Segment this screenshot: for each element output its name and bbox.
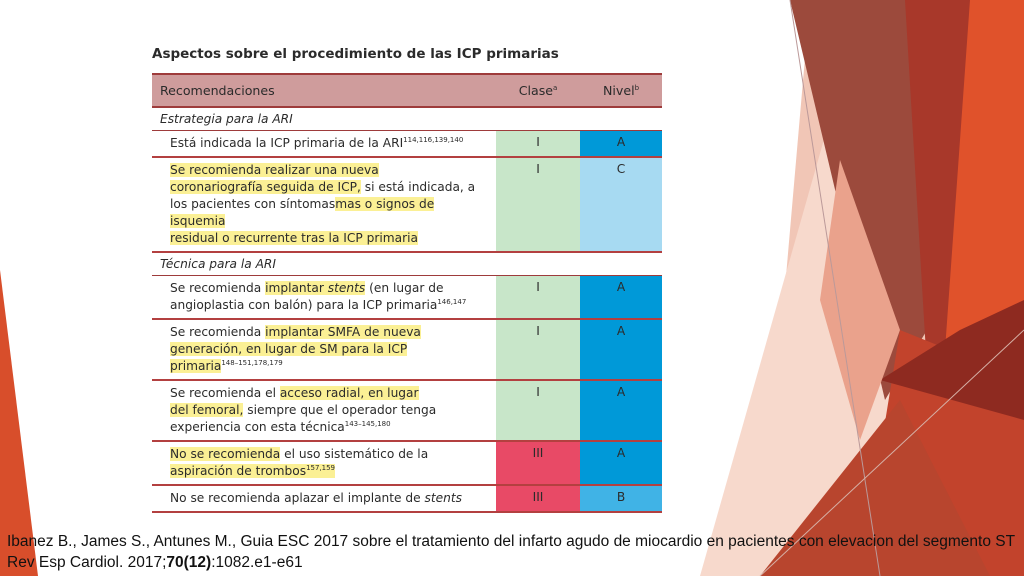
table-row: [152, 485, 662, 512]
row-nivel: B: [580, 485, 662, 512]
row-clase: I: [496, 131, 580, 158]
table-row: [152, 319, 662, 380]
highlighted-text-part: implantar: [265, 281, 328, 295]
section-title: Técnica para la ARI: [152, 252, 662, 276]
row-nivel: A: [580, 319, 662, 380]
row-ref: 148–151,178,179: [221, 359, 283, 367]
row-clase: III: [496, 485, 580, 512]
row-text: [152, 157, 496, 252]
table-row: [152, 276, 662, 320]
table-row: [152, 157, 662, 252]
citation-part2: :1082.e1-e61: [211, 554, 303, 571]
row-text-segment: Se recomienda: [170, 325, 266, 339]
row-text-segment: Se recomienda: [170, 281, 266, 295]
highlighted-text: [265, 281, 365, 295]
row-text-segment: experiencia con esta técnica: [170, 420, 345, 434]
highlighted-text: residual o recurrente tras la ICP primaria: [170, 231, 418, 245]
highlighted-text: del femoral,: [170, 403, 244, 417]
highlighted-text: implantar SMFA de nueva: [265, 325, 421, 339]
row-clase: I: [496, 157, 580, 252]
highlighted-text: [170, 464, 335, 478]
header-nivel-sup: b: [634, 84, 640, 92]
table-row: [152, 441, 662, 485]
row-ref: 114,116,139,140: [403, 136, 464, 144]
header-nivel-label: Nivel: [602, 83, 635, 98]
row-text-segment: si está indicada, a: [360, 180, 476, 194]
table-row: [152, 131, 662, 158]
row-clase: I: [496, 380, 580, 441]
row-clase: I: [496, 319, 580, 380]
row-text-segment: Está indicada la ICP primaria de la ARI: [170, 136, 404, 150]
highlighted-text: primaria: [170, 359, 222, 373]
highlighted-italic: stents: [327, 281, 366, 295]
row-nivel: A: [580, 380, 662, 441]
row-nivel: A: [580, 441, 662, 485]
row-text-segment: el uso sistemático de la: [280, 447, 429, 461]
citation-text: [7, 531, 1017, 573]
row-text-segment: No se recomienda aplazar el implante de: [170, 491, 425, 505]
header-recomendaciones: Recomendaciones: [152, 74, 496, 107]
row-text: [152, 485, 496, 512]
highlighted-text: No se recomienda: [170, 447, 281, 461]
row-text: [152, 441, 496, 485]
row-clase: I: [496, 276, 580, 320]
table-row: [152, 380, 662, 441]
row-clase: III: [496, 441, 580, 485]
row-nivel: A: [580, 131, 662, 158]
row-text-segment: Se recomienda el: [170, 386, 280, 400]
recommendations-table: [152, 73, 662, 513]
row-ref: 157,159: [306, 464, 336, 472]
row-text: [152, 319, 496, 380]
header-clase-label: Clase: [518, 83, 554, 98]
highlighted-text: Se recomienda realizar una nueva: [170, 163, 379, 177]
highlighted-text-part: aspiración de trombos: [170, 464, 307, 478]
header-nivel: [580, 74, 662, 107]
header-clase-sup: a: [553, 84, 558, 92]
row-ref: 146,147: [437, 298, 467, 306]
table-title: Aspectos sobre el procedimiento de las ICP primarias: [152, 46, 559, 62]
highlighted-text: mas o signos de isquemia: [170, 197, 435, 228]
highlighted-text: acceso radial, en lugar: [279, 386, 419, 400]
row-text-segment: los pacientes con síntomas: [170, 197, 336, 211]
row-nivel: C: [580, 157, 662, 252]
citation-part1: Ibanez B., James S., Antunes M., Guia ESC 2017 sobre el tratamiento del infarto agudo de miocardio en pacientes con elevacion del segmento ST Rev Esp Cardiol. 2017;: [7, 533, 1015, 571]
row-nivel: A: [580, 276, 662, 320]
table-header-row: [152, 74, 662, 107]
header-clase: [496, 74, 580, 107]
highlighted-text: coronariografía seguida de ICP,: [170, 180, 361, 194]
row-ref: 143–145,180: [344, 420, 391, 428]
row-text: [152, 276, 496, 320]
section-title: Estrategia para la ARI: [152, 107, 662, 131]
row-text: [152, 131, 496, 158]
highlighted-text: generación, en lugar de SM para la ICP: [170, 342, 408, 356]
row-text-segment: siempre que el operador tenga: [243, 403, 437, 417]
row-text-segment: angioplastia con balón) para la ICP primaria: [170, 298, 438, 312]
row-text-italic: stents: [424, 491, 463, 505]
section-row: [152, 252, 662, 276]
row-text-segment: (en lugar de: [365, 281, 444, 295]
section-row: [152, 107, 662, 131]
row-text: [152, 380, 496, 441]
citation-volume: 70(12): [166, 554, 212, 571]
